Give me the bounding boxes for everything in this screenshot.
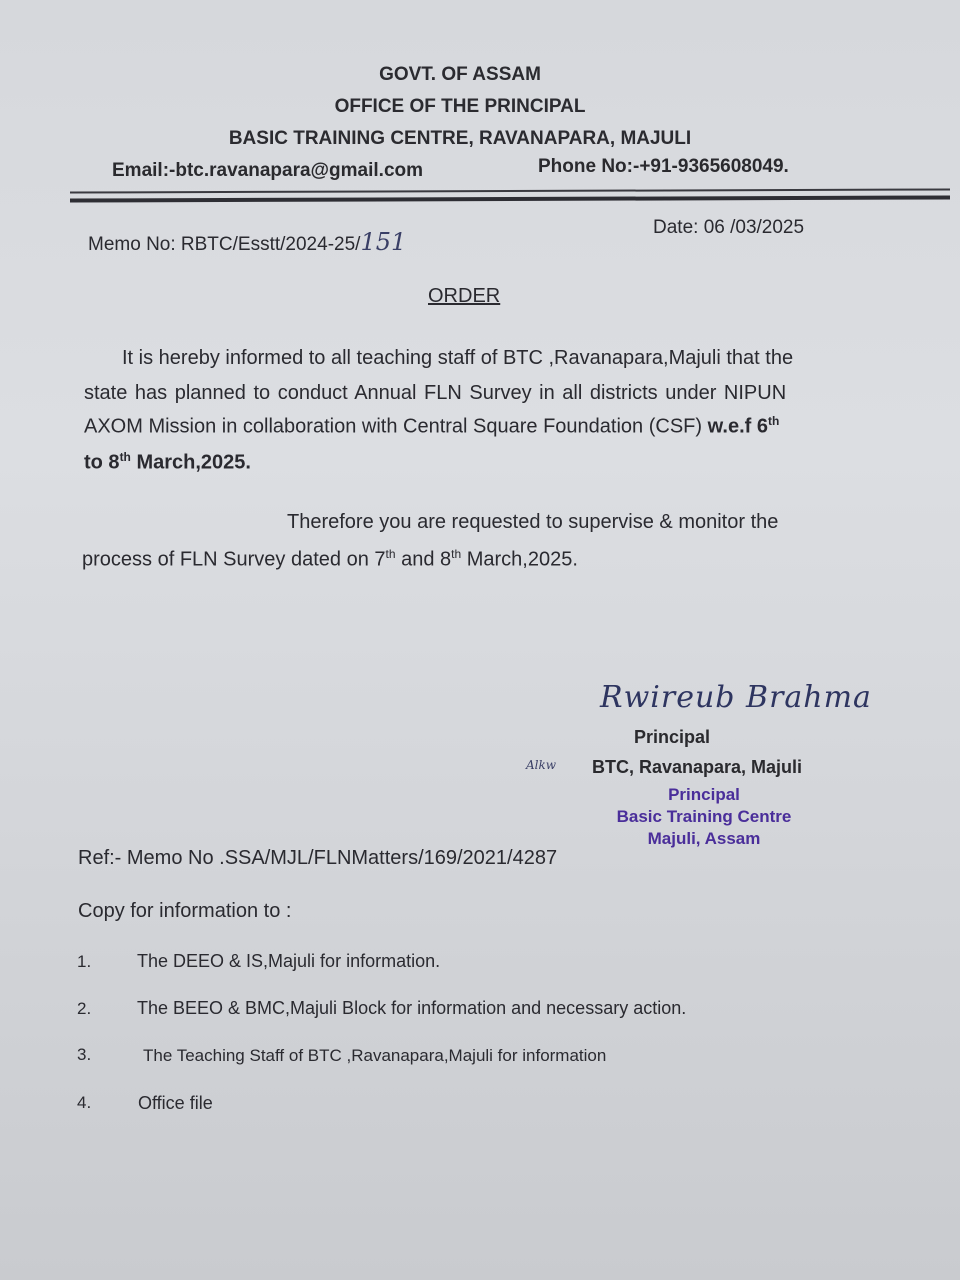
para2-line1: Therefore you are requested to supervise & monitor the — [287, 511, 779, 533]
para2-sup1: th — [385, 547, 396, 561]
memo-prefix: Memo No: RBTC/Esstt/2024-25/ — [88, 234, 361, 255]
header-centre: BASIC TRAINING CENTRE, RAVANAPARA, MAJULI — [228, 128, 692, 149]
para2-line2-post: March,2025. — [461, 548, 578, 571]
para1-line1: It is hereby informed to all teaching staff of BTC ,Ravanapara,Majuli that the — [122, 347, 794, 369]
para2-line2 — [82, 547, 578, 572]
copy-item-text: The BEEO & BMC,Majuli Block for information and necessary action. — [137, 998, 687, 1018]
para1-line4-sup: th — [119, 450, 131, 464]
copy-item-text: Office file — [138, 1093, 213, 1113]
stamp-line3: Majuli, Assam — [647, 829, 761, 848]
header-rule-thick — [70, 195, 950, 202]
memo-handwritten-number: 151 — [360, 228, 407, 256]
signatory-title: Principal — [634, 727, 711, 747]
header-phone: Phone No:-+91-9365608049. — [538, 156, 789, 177]
para2-line2-mid: and 8 — [395, 548, 452, 571]
principal-signature: Rwireub Brahma — [600, 680, 872, 715]
order-title: ORDER — [428, 285, 501, 307]
para1-line3-bold: w.e.f 6 — [707, 415, 768, 438]
header-office: OFFICE OF THE PRINCIPAL — [334, 96, 586, 117]
para1-line3 — [84, 414, 779, 439]
copy-item-number: 1. — [77, 952, 92, 971]
para1-line4-pre: to 8 — [84, 451, 120, 474]
header-govt: GOVT. OF ASSAM — [379, 64, 541, 85]
memo-date: Date: 06 /03/2025 — [653, 217, 805, 238]
para1-line2: state has planned to conduct Annual FLN Survey in all districts under NIPUN — [84, 382, 787, 404]
para1-line4-post: March,2025. — [130, 451, 251, 474]
para1-line4 — [84, 450, 251, 475]
memo-number — [88, 228, 406, 256]
para2-line2-pre: process of FLN Survey dated on 7 — [82, 548, 386, 571]
copy-item-number: 2. — [77, 999, 92, 1018]
signatory-place: BTC, Ravanapara, Majuli — [592, 757, 803, 777]
stamp-line2: Basic Training Centre — [616, 807, 792, 826]
para1-line3-sup: th — [768, 414, 780, 428]
copy-item-number: 4. — [77, 1093, 92, 1112]
copy-item-number: 3. — [77, 1045, 92, 1064]
stamp-line1: Principal — [668, 785, 740, 804]
header-rule-thin — [70, 188, 950, 193]
official-stamp — [594, 785, 814, 849]
para2-sup2: th — [451, 547, 462, 561]
reference-line: Ref:- Memo No .SSA/MJL/FLNMatters/169/2021/4287 — [78, 847, 558, 869]
para1-line3-text: AXOM Mission in collaboration with Central Square Foundation (CSF) — [84, 415, 708, 438]
header-email: Email:-btc.ravanapara@gmail.com — [112, 160, 424, 181]
copy-item-text: The Teaching Staff of BTC ,Ravanapara,Majuli for information — [143, 1046, 607, 1065]
copy-item-text: The DEEO & IS,Majuli for information. — [137, 951, 441, 971]
copy-heading: Copy for information to : — [78, 900, 292, 922]
initials-signature: Alkw — [526, 758, 557, 772]
